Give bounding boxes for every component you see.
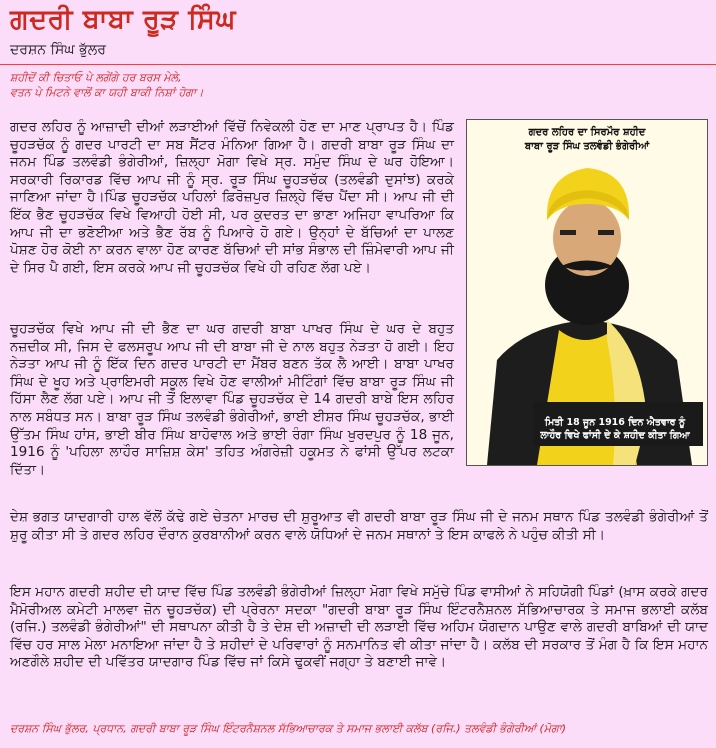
paragraph-2: ਚੂਹੜਚੱਕ ਵਿਖੇ ਆਪ ਜੀ ਦੀ ਭੈਣ ਦਾ ਘਰ ਗਦਰੀ ਬਾਬਾ ਪਾਖਰ ਸਿੰਘ ਦੇ ਘਰ ਦੇ ਬਹੁਤ ਨਜ਼ਦੀਕ ਸੀ, ਜਿਸ ਦੇ ਫਲਸਰੂਪ ਆਪ ਜੀ ਦੀ ਬਾਬਾ ਜੀ ਦੇ ਨਾਲ ਬਹੁਤ ਨੇੜਤਾ ਹੋ ਗਈ। ਇਹ ਨੇੜਤਾ ਆਪ ਜੀ ਨੂੰ ਇੱਕ ਦਿਨ ਗਦਰ ਪਾਰਟੀ ਦਾ ਮੈਂਬਰ ਬਣਨ ਤੱਕ ਲੈ ਆਈ। ਬਾਬਾ ਪਾਖਰ ਸਿੰਘ ਦੇ ਖੂਹ ਅਤੇ ਪ੍ਰਾਇਮਰੀ ਸਕੂਲ ਵਿਖੇ ਹੋਣ ਵਾਲੀਆਂ ਮੀਟਿੰਗਾਂ ਵਿੱਚ ਬਾਬਾ ਰੂੜ ਸਿੰਘ ਜੀ ਹਿੱਸਾ ਲੈਣ ਲੱਗ ਪਏ। ਆਪ ਜੀ ਤੋਂ ਇਲਾਵਾ ਪਿੰਡ ਚੂਹੜਚੱਕ ਦੇ 14 ਗਦਰੀ ਬਾਬੇ ਇਸ ਲਹਿਰ ਨਾਲ ਸਬੰਧਤ ਸਨ। ਬਾਬਾ ਰੂੜ ਸਿੰਘ ਤਲਵੰਡੀ ਭੰਗੇਰੀਆਂ, ਭਾਈ ਈਸ਼ਰ ਸਿੰਘ ਚੂਹੜਚੱਕ, ਭਾਈ ਉੱਤਮ ਸਿੰਘ ਹਾਂਸ, ਭਾਈ ਬੀਰ ਸਿੰਘ ਬਾਹੋਵਾਲ ਅਤੇ ਭਾਈ ਰੰਗਾ ਸਿੰਘ ਖੁਰਦਪੁਰ ਨੂੰ 18 ਜੂਨ, 1916 ਨੂੰ 'ਪਹਿਲਾ ਲਾਹੌਰ ਸਾਜ਼ਿਸ਼ ਕੇਸ' ਤਹਿਤ ਅੰਗਰੇਜ਼ੀ ਹਕੂਮਤ ਨੇ ਫਾਂਸੀ ਉੱਪਰ ਲਟਕਾ ਦਿੱਤਾ। [10,321,454,478]
article-author: ਦਰਸ਼ਨ ਸਿੰਘ ਭੁੱਲਰ [10,42,106,58]
caption-line: ਗਦਰ ਲਹਿਰ ਦਾ ਸਿਰਮੌਰ ਸ਼ਹੀਦ [528,127,646,138]
couplet-line: ਵਤਨ ਪੇ ਮਿਟਨੇ ਵਾਲੋਂ ਕਾ ਯਹੀ ਬਾਕੀ ਨਿਸ਼ਾਂ ਹੋਗਾ। [10,86,204,99]
article-title: ਗਦਰੀ ਬਾਬਾ ਰੂੜ ਸਿੰਘ [10,4,237,35]
couplet-line: ਸ਼ਹੀਦੋਂ ਕੀ ਚਿਤਾਓ ਪੇ ਲਗੇਂਗੇ ਹਰ ਬਰਸ ਮੇਲੇ, [10,71,182,84]
photo-caption-top [467,126,707,154]
portrait-illustration [467,120,707,465]
title-divider [0,64,716,65]
article-footer: ਦਰਸ਼ਨ ਸਿੰਘ ਭੁੱਲਰ, ਪ੍ਰਧਾਨ, ਗਦਰੀ ਬਾਬਾ ਰੂੜ ਸਿੰਘ ਇੰਟਰਨੈਸ਼ਨਲ ਸੱਭਿਆਚਾਰਕ ਤੇ ਸਮਾਜ ਭਲਾਈ ਕਲੱਬ (ਰਜਿ.) ਤਲਵੰਡੀ ਭੰਗੇਰੀਆਂ (ਮੋਗਾ) [10,722,567,735]
portrait-photo [466,119,708,466]
photo-caption-bottom [527,416,703,442]
paragraph-4: ਇਸ ਮਹਾਨ ਗਦਰੀ ਸ਼ਹੀਦ ਦੀ ਯਾਦ ਵਿੱਚ ਪਿੰਡ ਤਲਵੰਡੀ ਭੰਗੇਰੀਆਂ ਜ਼ਿਲ੍ਹਾ ਮੋਗਾ ਵਿਖੇ ਸਮੁੱਚੇ ਪਿੰਡ ਵਾਸੀਆਂ ਨੇ ਸਹਿਯੋਗੀ ਪਿੰਡਾਂ (ਖ਼ਾਸ ਕਰਕੇ ਗਦਰ ਮੈਮੋਰੀਅਲ ਕਮੇਟੀ ਮਾਲਵਾ ਜ਼ੋਨ ਚੂਹੜਚੱਕ) ਦੀ ਪ੍ਰੇਰਨਾ ਸਦਕਾ "ਗਦਰੀ ਬਾਬਾ ਰੂੜ ਸਿੰਘ ਇੰਟਰਨੈਸ਼ਨਲ ਸੱਭਿਆਚਾਰਕ ਤੇ ਸਮਾਜ ਭਲਾਈ ਕਲੱਬ (ਰਜਿ.) ਤਲਵੰਡੀ ਭੰਗੇਰੀਆਂ" ਦੀ ਸਥਾਪਨਾ ਕੀਤੀ ਹੈ ਤੇ ਦੇਸ਼ ਦੀ ਅਜ਼ਾਦੀ ਦੀ ਲੜਾਈ ਵਿੱਚ ਅਹਿਮ ਯੋਗਦਾਨ ਪਾਉਣ ਵਾਲੇ ਗਦਰੀ ਬਾਬਿਆਂ ਦੀ ਯਾਦ ਵਿੱਚ ਹਰ ਸਾਲ ਮੇਲਾ ਮਨਾਇਆ ਜਾਂਦਾ ਹੈ ਤੇ ਸ਼ਹੀਦਾਂ ਦੇ ਪਰਿਵਾਰਾਂ ਨੂੰ ਸਨਮਾਨਿਤ ਵੀ ਕੀਤਾ ਜਾਂਦਾ ਹੈ। ਕਲੱਬ ਦੀ ਸਰਕਾਰ ਤੋਂ ਮੰਗ ਹੈ ਕਿ ਇਸ ਮਹਾਨ ਅਣਗੌਲੇ ਸ਼ਹੀਦ ਦੀ ਪਵਿੱਤਰ ਯਾਦਗਾਰ ਪਿੰਡ ਵਿੱਚ ਜਾਂ ਕਿਸੇ ਢੁਕਵੀਂ ਜਗ੍ਹਾ ਤੇ ਬਣਾਈ ਜਾਵੇ। [10,584,708,671]
caption-line: ਲਾਹੌਰ ਵਿਖੇ ਫਾਂਸੀ ਦੇ ਕੇ ਸ਼ਹੀਦ ਕੀਤਾ ਗਿਆ [540,430,690,441]
paragraph-3: ਦੇਸ਼ ਭਗਤ ਯਾਦਗਾਰੀ ਹਾਲ ਵੱਲੋਂ ਕੱਢੇ ਗਏ ਚੇਤਨਾ ਮਾਰਚ ਦੀ ਸ਼ੁਰੂਆਤ ਵੀ ਗਦਰੀ ਬਾਬਾ ਰੂੜ ਸਿੰਘ ਜੀ ਦੇ ਜਨਮ ਸਥਾਨ ਪਿੰਡ ਤਲਵੰਡੀ ਭੰਗੇਰੀਆਂ ਤੋਂ ਸ਼ੁਰੂ ਕੀਤਾ ਸੀ ਤੇ ਗਦਰ ਲਹਿਰ ਦੌਰਾਨ ਕੁਰਬਾਨੀਆਂ ਕਰਨ ਵਾਲੇ ਯੋਧਿਆਂ ਦੇ ਜਨਮ ਸਥਾਨਾਂ ਤੇ ਇਸ ਕਾਫਲੇ ਨੇ ਪਹੁੰਚ ਕੀਤੀ ਸੀ। [10,509,708,543]
caption-line: ਮਿਤੀ 18 ਜੂਨ 1916 ਦਿਨ ਐਤਵਾਰ ਨੂੰ [544,417,686,428]
paragraph-1: ਗਦਰ ਲਹਿਰ ਨੂੰ ਆਜ਼ਾਦੀ ਦੀਆਂ ਲੜਾਈਆਂ ਵਿੱਚੋਂ ਨਿਵੇਕਲੀ ਹੋਣ ਦਾ ਮਾਣ ਪ੍ਰਾਪਤ ਹੈ। ਪਿੰਡ ਚੂਹੜਚੱਕ ਨੂੰ ਗਦਰ ਪਾਰਟੀ ਦਾ ਸਬ ਸੈਂਟਰ ਮੰਨਿਆ ਗਿਆ ਹੈ। ਗਦਰੀ ਬਾਬਾ ਰੂੜ ਸਿੰਘ ਦਾ ਜਨਮ ਪਿੰਡ ਤਲਵੰਡੀ ਭੰਗੇਰੀਆਂ, ਜ਼ਿਲ੍ਹਾ ਮੋਗਾ ਵਿਖੇ ਸ੍ਰ. ਸਮੁੰਦ ਸਿੰਘ ਦੇ ਘਰ ਹੋਇਆ। ਸਰਕਾਰੀ ਰਿਕਾਰਡ ਵਿੱਚ ਆਪ ਜੀ ਨੂੰ ਸ੍ਰ. ਰੂੜ ਸਿੰਘ ਚੂਹੜਚੱਕ (ਤਲਵੰਡੀ ਦੁਸਾਂਝ) ਕਰਕੇ ਜਾਣਿਆ ਜਾਂਦਾ ਹੈ।ਪਿੰਡ ਚੂਹੜਚੱਕ ਪਹਿਲਾਂ ਫ਼ਿਰੋਜ਼ਪੁਰ ਜ਼ਿਲ੍ਹੇ ਵਿੱਚ ਪੈਂਦਾ ਸੀ। ਆਪ ਜੀ ਦੀ ਇੱਕ ਭੈਣ ਚੂਹੜਚੱਕ ਵਿਖੇ ਵਿਆਹੀ ਹੋਈ ਸੀ, ਪਰ ਕੁਦਰਤ ਦਾ ਭਾਣਾ ਅਜਿਹਾ ਵਾਪਰਿਆ ਕਿ ਆਪ ਜੀ ਦਾ ਭਣੋਈਆ ਅਤੇ ਭੈਣ ਰੱਬ ਨੂੰ ਪਿਆਰੇ ਹੋ ਗਏ। ਉਨ੍ਹਾਂ ਦੇ ਬੱਚਿਆਂ ਦਾ ਪਾਲਣ ਪੋਸ਼ਣ ਹੋਰ ਕੋਈ ਨਾ ਕਰਨ ਵਾਲਾ ਹੋਣ ਕਾਰਣ ਬੱਚਿਆਂ ਦੀ ਸਾਂਭ ਸੰਭਾਲ ਦੀ ਜ਼ਿੰਮੇਵਾਰੀ ਆਪ ਜੀ ਦੇ ਸਿਰ ਪੈ ਗਈ, ਇਸ ਕਰਕੇ ਆਪ ਜੀ ਚੂਹੜਚੱਕ ਵਿਖੇ ਹੀ ਰਹਿਣ ਲੱਗ ਪਏ। [10,119,454,276]
caption-line: ਬਾਬਾ ਰੂੜ ਸਿੰਘ ਤਲਵੰਡੀ ਭੰਗੇਰੀਆਂ [524,141,650,152]
opening-couplet [10,70,203,100]
